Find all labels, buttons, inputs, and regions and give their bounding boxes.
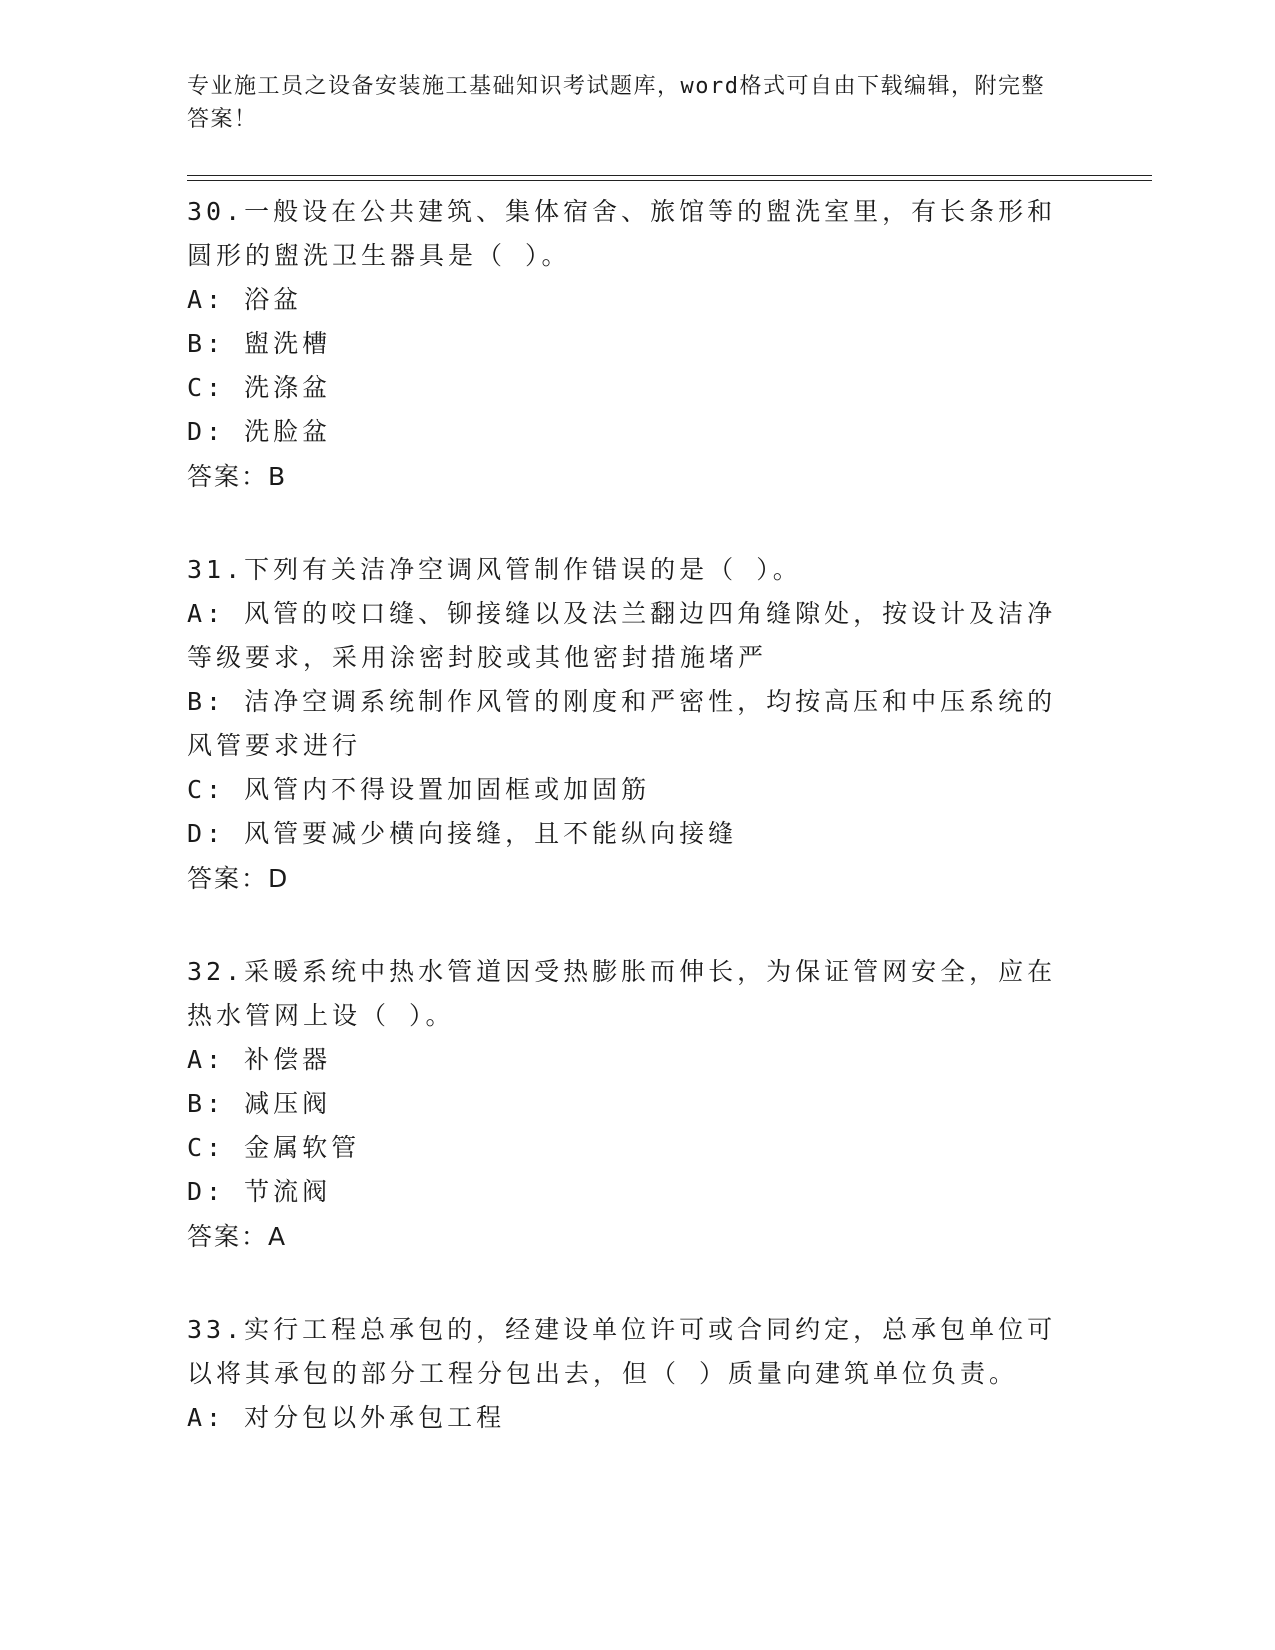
- option-letter: A:: [187, 1403, 226, 1432]
- document-header: 专业施工员之设备安装施工基础知识考试题库，word格式可自由下载编辑，附完整答案！: [187, 74, 1045, 132]
- option-a: [187, 1396, 1077, 1440]
- option-d: [187, 410, 1077, 454]
- option-letter: D:: [187, 417, 226, 446]
- option-text: 金属软管: [244, 1133, 361, 1162]
- option-text: 洁净空调系统制作风管的刚度和严密性，均按高压和中压系统的风管要求进行: [187, 687, 1057, 760]
- answer-label: 答案：D: [187, 864, 290, 893]
- option-text: 浴盆: [244, 285, 303, 314]
- header-divider-bottom: [187, 180, 1152, 181]
- answer-label: 答案：A: [187, 1222, 288, 1251]
- option-text: 洗涤盆: [244, 373, 332, 402]
- option-text: 节流阀: [244, 1177, 332, 1206]
- option-c: [187, 1126, 1077, 1170]
- option-b: [187, 680, 1077, 768]
- question-stem: 30.一般设在公共建筑、集体宿舍、旅馆等的盥洗室里，有长条形和圆形的盥洗卫生器具是（ ）。: [187, 197, 1057, 270]
- option-letter: A:: [187, 285, 226, 314]
- option-letter: D:: [187, 819, 226, 848]
- option-text: 风管的咬口缝、铆接缝以及法兰翻边四角缝隙处，按设计及洁净等级要求，采用涂密封胶或其他密封措施堵严: [187, 599, 1057, 672]
- option-text: 对分包以外承包工程: [244, 1403, 506, 1432]
- option-letter: D:: [187, 1177, 226, 1206]
- header-divider-top: [187, 175, 1152, 176]
- option-b: [187, 322, 1077, 366]
- option-letter: B:: [187, 329, 226, 358]
- option-text: 风管要减少横向接缝，且不能纵向接缝: [244, 819, 738, 848]
- option-letter: C:: [187, 373, 226, 402]
- answer-label: 答案：B: [187, 462, 288, 491]
- question-stem: 32.采暖系统中热水管道因受热膨胀而伸长，为保证管网安全，应在热水管网上设（ ）。: [187, 957, 1057, 1030]
- option-text: 洗脸盆: [244, 417, 332, 446]
- option-d: [187, 1170, 1077, 1214]
- option-text: 补偿器: [244, 1045, 332, 1074]
- option-letter: A:: [187, 1045, 226, 1074]
- option-text: 风管内不得设置加固框或加固筋: [244, 775, 651, 804]
- option-d: [187, 812, 1077, 856]
- option-b: [187, 1082, 1077, 1126]
- option-text: 盥洗槽: [244, 329, 332, 358]
- option-a: [187, 278, 1077, 322]
- question-31: [187, 548, 1077, 902]
- option-a: [187, 592, 1077, 680]
- option-text: 减压阀: [244, 1089, 332, 1118]
- option-letter: A:: [187, 599, 226, 628]
- option-c: [187, 768, 1077, 812]
- question-list: [187, 190, 1077, 1488]
- option-c: [187, 366, 1077, 410]
- option-letter: C:: [187, 775, 226, 804]
- question-stem: 33.实行工程总承包的，经建设单位许可或合同约定，总承包单位可以将其承包的部分工程分包出去，但（ ）质量向建筑单位负责。: [187, 1315, 1057, 1388]
- question-30: [187, 190, 1077, 500]
- question-33: [187, 1308, 1077, 1440]
- question-stem: 31.下列有关洁净空调风管制作错误的是（ ）。: [187, 555, 802, 584]
- question-32: [187, 950, 1077, 1260]
- option-letter: C:: [187, 1133, 226, 1162]
- option-letter: B:: [187, 1089, 226, 1118]
- option-letter: B:: [187, 687, 226, 716]
- option-a: [187, 1038, 1077, 1082]
